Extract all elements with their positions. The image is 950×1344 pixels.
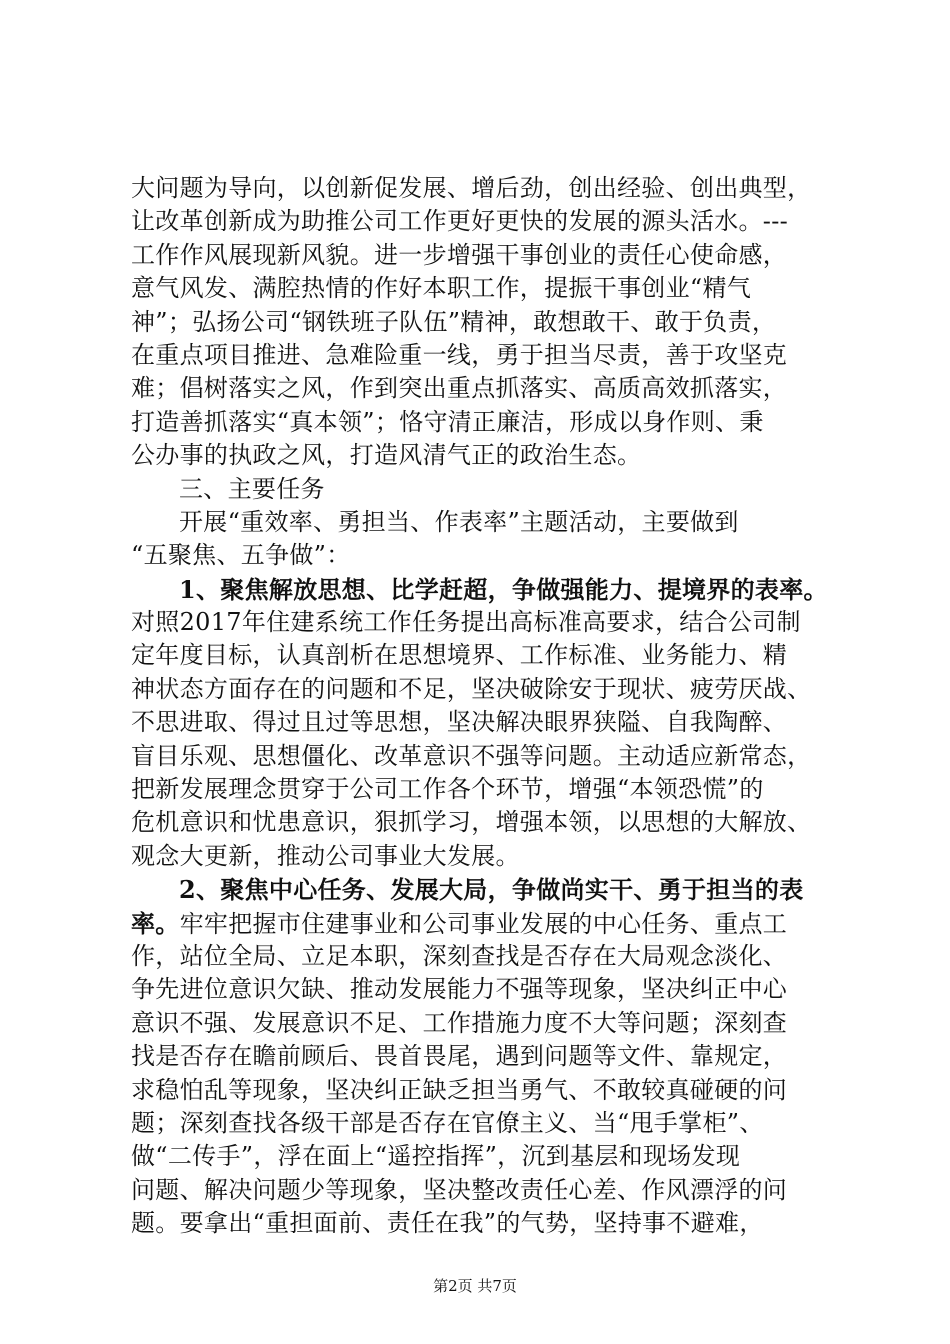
page-number-label: 第2页 共7页	[433, 1277, 517, 1295]
body-line: 大问题为导向，以创新促发展、增后劲，创出经验、创出典型，	[131, 174, 812, 202]
body-line: 找是否存在瞻前顾后、畏首畏尾，遇到问题等文件、靠规定，	[131, 1042, 788, 1071]
body-line: 题。要拿出“重担面前、责任在我”的气势，坚持事不避难，	[131, 1209, 764, 1238]
body-line: 打造善抓落实“真本领”；恪守清正廉洁，形成以身作则、秉	[131, 407, 764, 436]
body-line: 工作作风展现新风貌。进一步增强干事创业的责任心使命感，	[131, 240, 788, 269]
body-line: 作，站位全局、立足本职，深刻查找是否存在大局观念淡化、	[131, 941, 788, 970]
body-line: 争先进位意识欠缺、推动发展能力不强等现象，坚决纠正中心	[131, 975, 788, 1004]
body-line-mixed	[131, 907, 829, 940]
body-line: 神”；弘扬公司“钢铁班子队伍”精神，敢想敢干、敢于负责，	[131, 307, 777, 336]
body-line: 开展“重效率、勇担当、作表率”主题活动，主要做到	[179, 507, 739, 536]
item-heading-2-tail: 率。	[131, 908, 180, 938]
document-body	[131, 172, 829, 1241]
body-line: 问题、解决问题少等现象，坚决整改责任心差、作风漂浮的问	[131, 1175, 788, 1204]
body-line: 做“二传手”，浮在面上“遥控指挥”，沉到基层和现场发现	[131, 1142, 741, 1171]
body-line: 公办事的执政之风，打造风清气正的政治生态。	[131, 441, 642, 470]
body-line: 危机意识和忧患意识，狠抓学习，增强本领，以思想的大解放、	[131, 808, 812, 837]
body-line: “五聚焦、五争做”：	[131, 541, 351, 570]
body-line: 定年度目标，认真剖析在思想境界、工作标准、业务能力、精	[131, 641, 788, 670]
body-line: 题；深刻查找各级干部是否存在官僚主义、当“甩手掌柜”、	[131, 1108, 764, 1137]
body-line: 盲目乐观、思想僵化、改革意识不强等问题。主动适应新常态，	[131, 741, 812, 770]
body-text-run: 牢牢把握市住建事业和公司事业发展的中心任务、重点工	[179, 909, 788, 938]
page-footer	[0, 1276, 950, 1296]
body-line: 求稳怕乱等现象，坚决纠正缺乏担当勇气、不敢较真碰硬的问	[131, 1075, 788, 1104]
body-line: 神状态方面存在的问题和不足，坚决破除安于现状、疲劳厌战、	[131, 674, 812, 703]
body-line: 把新发展理念贯穿于公司工作各个环节，增强“本领恐慌”的	[131, 775, 764, 804]
body-line: 意气风发、满腔热情的作好本职工作，提振干事创业“精气	[131, 274, 752, 303]
body-line: 不思进取、得过且过等思想，坚决解决眼界狭隘、自我陶醉、	[131, 708, 788, 737]
body-line: 对照2017年住建系统工作任务提出高标准高要求，结合公司制	[131, 608, 801, 637]
section-heading: 三、主要任务	[179, 474, 325, 503]
body-line: 观念大更新，推动公司事业大发展。	[131, 841, 520, 870]
body-line: 在重点项目推进、急难险重一线，勇于担当尽责，善于攻坚克	[131, 340, 788, 369]
body-line: 难；倡树落实之风，作到突出重点抓落实、高质高效抓落实，	[131, 374, 788, 403]
body-line: 让改革创新成为助推公司工作更好更快的发展的源头活水。---	[131, 207, 789, 236]
item-heading-1: 1、聚焦解放思想、比学赶超，争做强能力、提境界的表率。	[179, 574, 828, 604]
body-line: 意识不强、发展意识不足、工作措施力度不大等问题；深刻查	[131, 1008, 788, 1037]
item-heading-2: 2、聚焦中心任务、发展大局，争做尚实干、勇于担当的表	[179, 875, 804, 905]
